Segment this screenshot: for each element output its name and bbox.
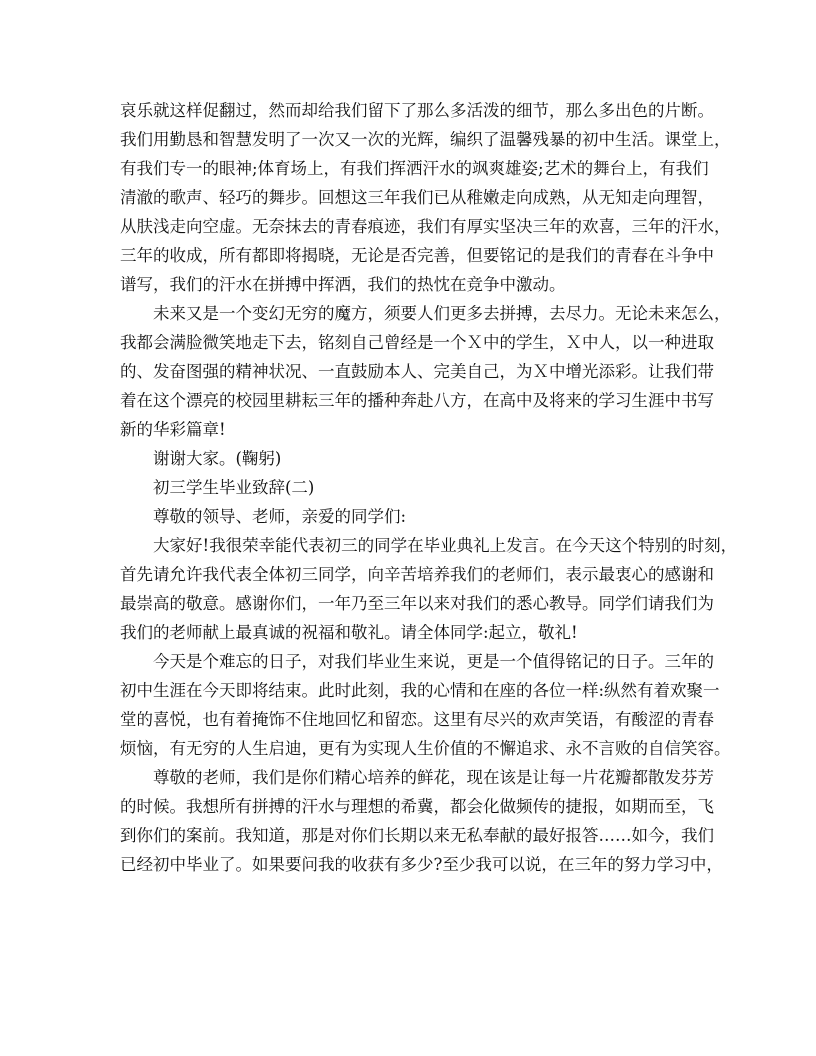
paragraph-p3 [120, 444, 698, 473]
paragraph-line: 从肤浅走向空虚。无奈抹去的青春痕迹，我们有厚实坚决三年的欢喜，三年的汗水， [120, 217, 731, 236]
paragraph-line: 有我们专一的眼神;体育场上，有我们挥洒汗水的飒爽雄姿;艺术的舞台上，有我们 [120, 159, 709, 178]
paragraph-line: 的时候。我想所有拼搏的汗水与理想的希冀，都会化做频传的捷报，如期而至，飞 [120, 797, 714, 816]
paragraph-line: 我们用勤恳和智慧发明了一次又一次的光辉，编织了温馨残暴的初中生活。课堂上， [120, 130, 731, 149]
paragraph-line: 我们的老师献上最真诚的祝福和敬礼。请全体同学:起立，敬礼! [120, 623, 578, 642]
paragraph-line: 堂的喜悦，也有着掩饰不住地回忆和留恋。这里有尽兴的欢声笑语，有酸涩的青春 [120, 710, 714, 729]
paragraph-line: 尊敬的老师，我们是你们精心培养的鲜花，现在该是让每一片花瓣都散发芬芳 [153, 768, 714, 787]
paragraph-line: 初中生涯在今天即将结束。此时此刻，我的心情和在座的各位一样:纵然有着欢聚一 [120, 681, 720, 700]
paragraph-line: 三年的收成，所有都即将揭晓，无论是否完善，但要铭记的是我们的青春在斗争中 [120, 246, 714, 265]
paragraph-p2 [120, 299, 731, 444]
paragraph-line: 初三学生毕业致辞(二) [153, 478, 315, 497]
paragraph-p6 [120, 531, 738, 647]
paragraph-line: 未来又是一个变幻无穷的魔方，须要人们更多去拼搏，去尽力。无论未来怎么， [153, 304, 731, 323]
paragraph-line: 今天是个难忘的日子，对我们毕业生来说，更是一个值得铭记的日子。三年的 [153, 652, 714, 671]
paragraph-p1 [120, 96, 731, 299]
paragraph-line: 最崇高的敬意。感谢你们，一年乃至三年以来对我们的悉心教导。同学们请我们为 [120, 594, 714, 613]
paragraph-line: 谢谢大家。(鞠躬) [153, 449, 282, 468]
paragraph-line: 已经初中毕业了。如果要问我的收获有多少?至少我可以说，在三年的努力学习中， [120, 855, 723, 874]
paragraph-line: 首先请允许我代表全体初三同学，向辛苦培养我们的老师们，表示最衷心的感谢和 [120, 565, 714, 584]
paragraph-line: 尊敬的领导、老师，亲爱的同学们: [153, 507, 407, 526]
paragraph-line: 到你们的案前。我知道，那是对你们长期以来无私奉献的最好报答……如今，我们 [120, 826, 714, 845]
paragraph-line: 我都会满脸微笑地走下去，铭刻自己曾经是一个Ｘ中的学生，Ｘ中人，以一种进取 [120, 333, 714, 352]
paragraph-line: 哀乐就这样促翻过，然而却给我们留下了那么多活泼的细节，那么多出色的片断。 [120, 101, 714, 120]
document-body [120, 96, 738, 879]
paragraph-line: 的、发奋图强的精神状况、一直鼓励本人、完美自己，为Ｘ中增光添彩。让我们带 [120, 362, 714, 381]
paragraph-line: 清澈的歌声、轻巧的舞步。回想这三年我们已从稚嫩走向成熟，从无知走向理智， [120, 188, 714, 207]
paragraph-line: 着在这个漂亮的校园里耕耘三年的播种奔赴八方，在高中及将来的学习生涯中书写 [120, 391, 714, 410]
paragraph-line: 新的华彩篇章! [120, 420, 226, 439]
paragraph-line: 烦恼，有无穷的人生启迪，更有为实现人生价值的不懈追求、永不言败的自信笑容。 [120, 739, 731, 758]
paragraph-p7 [120, 647, 731, 763]
paragraph-line: 大家好!我很荣幸能代表初三的同学在毕业典礼上发言。在今天这个特别的时刻， [153, 536, 738, 555]
paragraph-line: 谱写，我们的汗水在拼搏中挥洒，我们的热忱在竞争中激动。 [120, 275, 566, 294]
paragraph-p8 [120, 763, 723, 879]
paragraph-p4 [120, 473, 698, 502]
paragraph-p5 [120, 502, 698, 531]
